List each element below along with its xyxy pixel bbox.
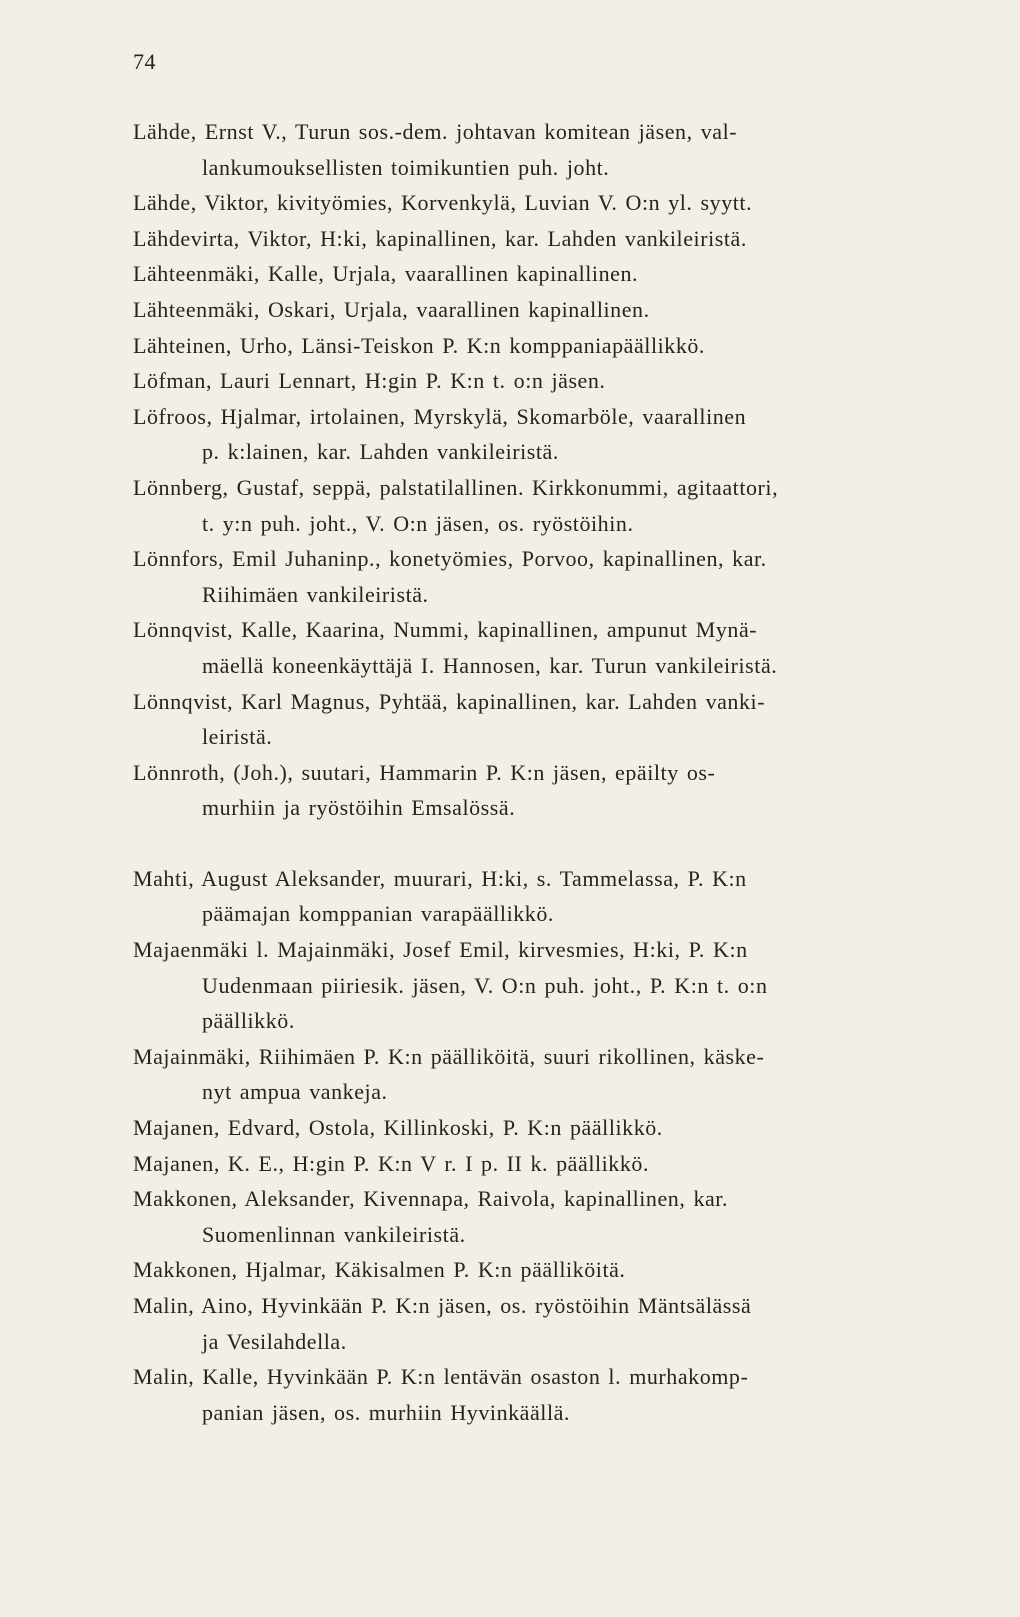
entry-continuation-line: p. k:lainen, kar. Lahden vankileiristä. <box>202 439 559 465</box>
register-entry <box>133 1039 923 1110</box>
entry-continuation-line: leiristä. <box>202 724 273 750</box>
entry-continuation-line: nyt ampua vankeja. <box>202 1079 388 1105</box>
entry-continuation-line: päällikkö. <box>202 1008 295 1034</box>
register-entries <box>133 114 923 1430</box>
entry-line: Majaenmäki l. Majainmäki, Josef Emil, kirvesmies, H:ki, P. K:n <box>133 937 748 963</box>
register-entry <box>133 1288 923 1359</box>
entry-continuation-line: Riihimäen vankileiristä. <box>202 581 429 607</box>
entry-line: Malin, Aino, Hyvinkään P. K:n jäsen, os. ryöstöihin Mäntsälässä <box>133 1293 752 1318</box>
entry-continuation-line: panian jäsen, os. murhiin Hyvinkäällä. <box>202 1399 570 1425</box>
entry-line: Majanen, Edvard, Ostola, Killinkoski, P. K:n päällikkö. <box>133 1115 663 1141</box>
register-entry <box>133 1359 923 1430</box>
entry-continuation-line: murhiin ja ryöstöihin Emsalössä. <box>202 795 516 821</box>
entry-line: Majainmäki, Riihimäen P. K:n päälliköitä, suuri rikollinen, käske- <box>133 1043 765 1069</box>
register-entry <box>133 399 923 470</box>
register-entry <box>133 363 923 399</box>
entries-group-m <box>133 861 923 1431</box>
entry-continuation-line: mäellä koneenkäyttäjä I. Hannosen, kar. Turun vankileiristä. <box>202 652 778 678</box>
entry-line: Majanen, K. E., H:gin P. K:n V r. I p. II k. päällikkö. <box>133 1150 650 1176</box>
entry-line: Löfroos, Hjalmar, irtolainen, Myrskylä, Skomarböle, vaarallinen <box>133 403 747 429</box>
entry-continuation-line: Suomenlinnan vankileiristä. <box>202 1221 466 1247</box>
entry-continuation-line: Uudenmaan piiriesik. jäsen, V. O:n puh. joht., P. K:n t. o:n <box>202 972 768 998</box>
entry-line: Lähteinen, Urho, Länsi-Teiskon P. K:n komppaniapäällikkö. <box>133 332 705 358</box>
entry-line: Lähde, Ernst V., Turun sos.-dem. johtavan komitean jäsen, val- <box>133 119 738 144</box>
register-entry <box>133 684 923 755</box>
register-entry <box>133 1146 923 1182</box>
entry-line: Lönnfors, Emil Juhaninp., konetyömies, Porvoo, kapinallinen, kar. <box>133 546 767 572</box>
entry-line: Malin, Kalle, Hyvinkään P. K:n lentävän osaston l. murhakomp- <box>133 1364 749 1390</box>
entry-continuation-line: ja Vesilahdella. <box>202 1328 347 1354</box>
entry-line: Makkonen, Hjalmar, Käkisalmen P. K:n päälliköitä. <box>133 1257 626 1283</box>
entry-line: Makkonen, Aleksander, Kivennapa, Raivola, kapinallinen, kar. <box>133 1186 729 1212</box>
register-entry <box>133 292 923 328</box>
entries-group-l <box>133 114 923 826</box>
register-entry <box>133 541 923 612</box>
section-gap <box>133 826 923 861</box>
entry-line: Lönnroth, (Joh.), suutari, Hammarin P. K:n jäsen, epäilty os- <box>133 759 716 785</box>
register-entry <box>133 1181 923 1252</box>
register-entry <box>133 612 923 683</box>
page-number: 74 <box>133 49 156 74</box>
entry-continuation-line: lankumouksellisten toimikuntien puh. joht. <box>202 154 610 180</box>
entry-continuation-line: t. y:n puh. joht., V. O:n jäsen, os. ryöstöihin. <box>202 510 634 536</box>
register-entry <box>133 755 923 826</box>
register-entry <box>133 185 923 221</box>
register-entry <box>133 932 923 1039</box>
register-entry <box>133 1110 923 1146</box>
register-entry <box>133 328 923 364</box>
register-entry <box>133 114 923 185</box>
entry-line: Lähdevirta, Viktor, H:ki, kapinallinen, kar. Lahden vankileiristä. <box>133 225 747 251</box>
entry-continuation-line: päämajan komppanian varapäällikkö. <box>202 901 554 927</box>
entry-line: Lähde, Viktor, kivityömies, Korvenkylä, Luvian V. O:n yl. syytt. <box>133 190 753 216</box>
entry-line: Lönnqvist, Kalle, Kaarina, Nummi, kapinallinen, ampunut Mynä- <box>133 617 758 643</box>
register-entry <box>133 1252 923 1288</box>
register-entry <box>133 861 923 932</box>
register-entry <box>133 470 923 541</box>
entry-line: Lähteenmäki, Oskari, Urjala, vaarallinen kapinallinen. <box>133 296 650 322</box>
entry-line: Lönnberg, Gustaf, seppä, palstatilallinen. Kirkkonummi, agitaattori, <box>133 474 779 500</box>
entry-line: Löfman, Lauri Lennart, H:gin P. K:n t. o:n jäsen. <box>133 368 606 394</box>
entry-line: Lähteenmäki, Kalle, Urjala, vaarallinen kapinallinen. <box>133 261 639 287</box>
register-entry <box>133 221 923 257</box>
register-entry <box>133 256 923 292</box>
entry-line: Mahti, August Aleksander, muurari, H:ki, s. Tammelassa, P. K:n <box>133 865 747 891</box>
entry-line: Lönnqvist, Karl Magnus, Pyhtää, kapinallinen, kar. Lahden vanki- <box>133 688 766 714</box>
